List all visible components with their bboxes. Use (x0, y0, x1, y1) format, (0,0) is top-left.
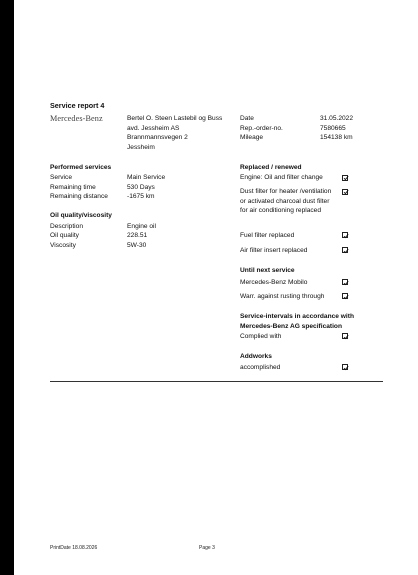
addworks-item: accomplished (240, 363, 281, 371)
dealer-address (127, 114, 222, 152)
until-next-service-checkbox (342, 279, 348, 285)
mercedes-benz-logo-text: Mercedes-Benz (50, 114, 103, 123)
row-value: 530 Days (127, 183, 155, 191)
replaced-item: Dust filter for heater /ventilation or activated charcoal dust filter for air conditioning replaced (240, 188, 332, 215)
replaced-item: Engine: Oil and filter change (240, 174, 323, 181)
meta-label: Rep.-order-no. (240, 124, 283, 132)
replaced-checkbox (342, 175, 348, 181)
dealer-line: Brannmannsvegen 2 (127, 134, 188, 142)
replaced-heading: Replaced / renewed (240, 164, 302, 171)
replaced-item: Air filter insert replaced (240, 246, 308, 254)
service-intervals-checkbox (342, 333, 348, 339)
replaced-checkbox (342, 247, 348, 253)
row-value: 228.51 (127, 232, 148, 240)
meta-label: Mileage (240, 134, 264, 142)
row-value: Main Service (127, 174, 166, 181)
replaced-checkbox (342, 232, 348, 238)
service-intervals-heading-line1: Service-intervals in accordance with (240, 313, 354, 320)
dealer-line: Jessheim (127, 143, 155, 151)
row-label: Remaining time (50, 183, 96, 191)
addworks-checkbox (342, 364, 348, 370)
performed-services-heading: Performed services (50, 164, 112, 171)
until-next-service-item: Warr. against rusting through (240, 292, 325, 300)
meta-value: 154138 km (320, 134, 353, 142)
row-label: Description (50, 222, 83, 230)
until-next-service-checkbox (342, 293, 348, 299)
report-title: Service report 4 (50, 101, 105, 110)
replaced-checkbox (342, 189, 348, 195)
oil-quality-heading: Oil quality/viscosity (50, 212, 112, 219)
replaced-item: Fuel filter replaced (240, 231, 295, 239)
row-label: Remaining distance (50, 193, 108, 201)
meta-value: 31.05.2022 (320, 115, 354, 122)
service-intervals-item: Complied with (240, 332, 282, 340)
row-value: Engine oil (127, 222, 156, 230)
print-date: PrintDate 18.08.2026 (50, 545, 98, 551)
row-label: Viscosity (50, 241, 76, 249)
until-next-service-heading: Until next service (240, 267, 295, 274)
section-divider (50, 381, 383, 382)
row-label: Service (50, 174, 72, 181)
dealer-line: avd. Jessheim AS (127, 124, 180, 132)
row-value: -1675 km (127, 193, 155, 201)
addworks-heading: Addworks (240, 353, 272, 360)
row-label: Oil quality (50, 232, 79, 240)
until-next-service-item: Mercedes-Benz Mobilo (240, 278, 308, 286)
dealer-line: Bertel O. Steen Lastebil og Buss (127, 115, 223, 122)
service-intervals-heading-line2: Mercedes-Benz AG specification (240, 322, 342, 330)
meta-value: 7580665 (320, 124, 346, 132)
meta-label: Date (240, 115, 254, 122)
page-number: Page 3 (199, 545, 215, 551)
row-value: 5W-30 (127, 241, 147, 249)
